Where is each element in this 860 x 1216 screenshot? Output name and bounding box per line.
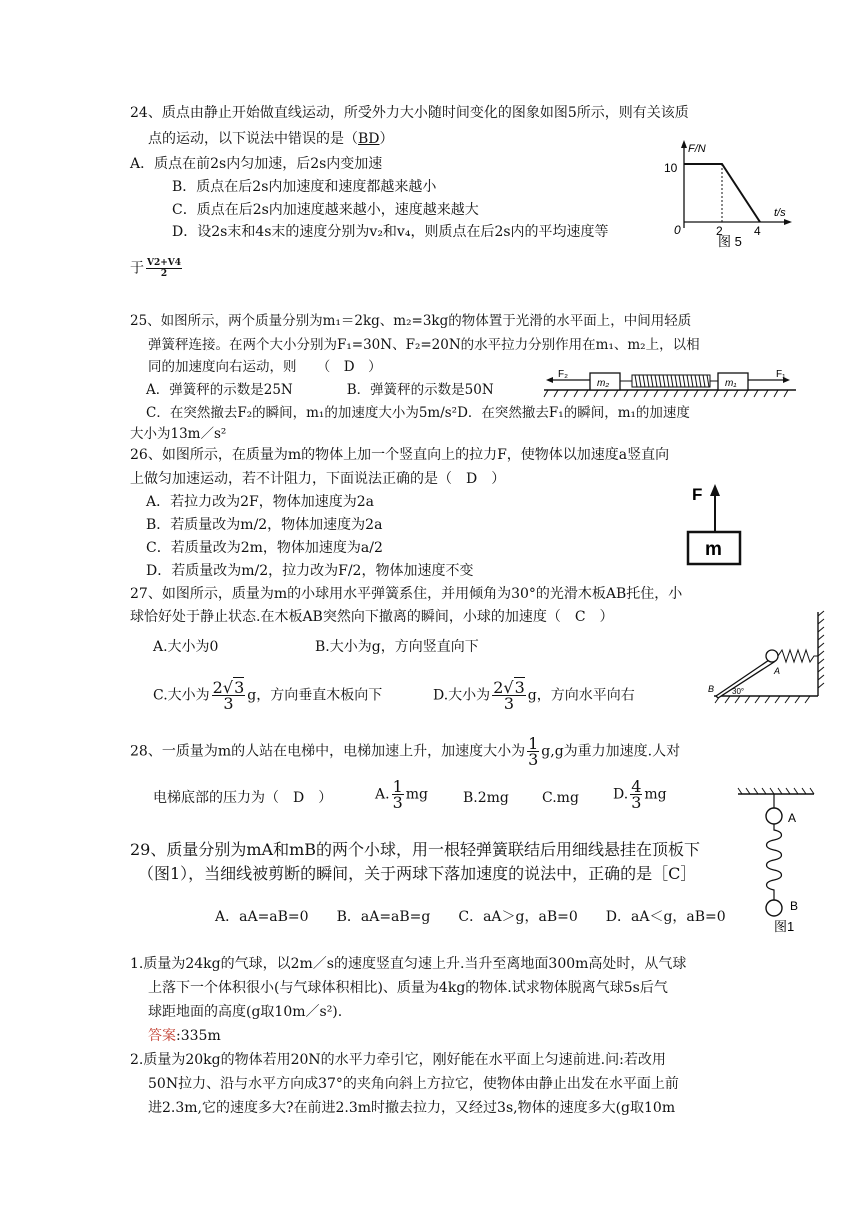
q27-figure [700,610,830,710]
q24-stem-part3: ） [379,131,394,147]
p1-answer [148,1027,221,1045]
q27-d-root: 3 [514,678,525,697]
q27-option-c-prefix: C.大小为 [153,687,210,704]
p1-answer-value: :335m [176,1028,221,1044]
xlabel: t/s [774,207,786,219]
q28-d-fraction [630,779,642,810]
board-ab [716,658,774,698]
q28-a-fraction [392,779,404,810]
q27-c-coef: 2 [212,678,223,697]
q24-stem-line1: 24、质点由静止开始做直线运动，所受外力大小随时间变化的图象如图5所示，则有关该质 [130,105,689,121]
q28-option-c: C.mg [542,790,579,806]
q27-d-coef: 2 [493,678,504,697]
q29-options: A．aA=aB=0 B．aA=aB=g C．aA＞g，aB=0 D．aA＜g，aB=0 [215,909,726,925]
q28-a-suffix: mg [405,786,428,803]
q28-option-b: B.2mg [463,790,509,806]
angle-label: 30° [732,687,745,696]
q27-c-root: 3 [234,678,245,697]
q28-stem-fraction [527,736,539,767]
y-tick-10: 10 [664,161,678,175]
q27-option-c-fraction: $\frac{2√3}{3}$ [212,678,245,713]
q24-option-a: A．质点在前2s内匀加速，后2s内变加速 [130,156,383,172]
p1-line1: 1.质量为24kg的气球，以2m／s的速度竖直匀速上升.当升至离地面300m高处时，从气球 [130,956,687,972]
figure-caption: 图 5 [718,234,742,248]
force-arrowhead [710,484,720,496]
q27-option-d-prefix: D.大小为 [433,687,491,704]
q24-stem-part1: 点的运动， [148,131,218,147]
f2-arrowhead [546,377,553,383]
q24-answer: BD [358,131,380,147]
q27-option-d-fraction: $\frac{2√3}{3}$ [493,678,525,713]
q28-stem-den: 3 [528,750,539,769]
floor-hatch [544,390,788,397]
m1-label: m₁ [725,378,737,389]
q26-option-c: C．若质量改为2m，物体加速度为a/2 [146,540,383,556]
q27-d-den: 3 [503,694,515,713]
q27-option-d [433,680,635,711]
q28-stem-suffix: g,g为重力加速度.人对 [541,743,681,760]
wall-hatch [818,611,824,688]
q28-option-d [613,779,667,810]
q27-option-b: B.大小为g，方向竖直向下 [315,639,479,655]
p1-answer-label: 答案 [148,1028,176,1044]
q27-option-d-suffix: g，方向水平向右 [527,687,635,704]
q27-option-a: A.大小为0 [153,639,219,655]
x-tick-2: 2 [716,224,723,238]
q24-avg-fraction [146,258,182,279]
q24-option-c: C．质点在后2s内加速度越来越小，速度越来越大 [172,202,479,218]
q24-stem-line2 [148,130,394,148]
q28-a-den: 3 [392,793,403,812]
q24-avg-numerator: V2+V4 [147,258,182,268]
q28-a-num: 1 [392,777,403,796]
origin-label: 0 [674,223,681,237]
label-a: A [788,811,797,825]
q25-figure [540,366,802,400]
q28-line2: 电梯底部的压力为（ D ） [153,790,333,806]
q24-option-d: D．设2s末和4s末的速度分别为v₂和v₄，则质点在后2s内的平均速度等 [172,224,609,240]
ball [766,650,778,662]
q25-stem-line3: 同的加速度向右运动，则 （ D ） [148,359,382,375]
q28-d-prefix: D. [613,786,629,803]
label-b: B [708,684,715,694]
p1-line3: 球距地面的高度(g取10m／s²). [148,1004,343,1020]
q27-stem-line1: 27、如图所示，质量为m的小球用水平弹簧系住，并用倾角为30°的光滑木板AB托住，小 [130,586,683,602]
q28-a-prefix: A. [375,786,390,803]
q29-stem-line1: 29、质量分别为mA和mB的两个小球，用一根轻弹簧联结后用细线悬挂在顶板下 [130,840,701,859]
q28-option-a [375,779,428,810]
q24-option-b: B．质点在后2s内加速度和速度都越来越小 [172,179,437,195]
q28-stem-num: 1 [528,734,539,753]
x-tick-4: 4 [754,224,761,238]
label-b: B [790,899,799,913]
q26-option-a: A．若拉力改为2F，物体加速度为2a [146,494,374,510]
q24-stem-part2: 以下说法中错误的是（ [218,131,358,147]
p2-line3: 进2.3m,它的速度多大?在前进2.3m时撤去拉力，又经过3s,物体的速度多大(g取10m [148,1100,676,1116]
q29-figure [734,786,824,936]
label-a: A [774,666,781,676]
block-m-label: m [705,539,722,560]
q28-stem [130,736,680,767]
q24-tail-text: 于 [130,260,144,277]
q26-stem-line2: 上做匀加速运动，若不计阻力，下面说法正确的是（ D ） [130,471,506,487]
q26-option-d: D．若质量改为m/2，拉力改为F/2，物体加速度不变 [146,563,474,579]
vertical-spring [767,824,782,900]
q29-stem-line2: （图1），当细线被剪断的瞬间，关于两球下落加速度的说法中，正确的是［C］ [138,864,697,883]
f1-label: F₁ [776,369,786,380]
q28-d-suffix: mg [644,786,667,803]
p1-line2: 上落下一个体积很小(与气球体积相比)、质量为4kg的物体.试求物体脱离气球5s后气 [148,980,668,996]
q27-c-den: 3 [223,694,234,713]
q27-option-c [153,680,382,711]
q26-option-b: B．若质量改为m/2，物体加速度为2a [146,517,383,533]
floor-hatch [715,696,810,703]
q24-figure-5 [656,138,796,248]
ball-a [766,808,782,824]
q25-stem-line2: 弹簧秤连接。在两个大小分别为F₁=30N、F₂=20N的水平拉力分别作用在m₁、m₂上，以相 [148,337,700,353]
p2-line1: 2.质量为20kg的物体若用20N的水平力牵引它，刚好能在水平面上匀速前进.问:若改用 [130,1052,666,1068]
q24-avg-denominator: 2 [160,269,168,279]
horizontal-spring [778,650,818,662]
f-axis-arrow [681,140,687,148]
q27-option-c-suffix: g，方向垂直木板向下 [247,687,383,704]
q26-figure [680,480,750,570]
q24-tail [130,258,184,279]
f2-label: F₂ [558,369,568,380]
q28-d-num: 4 [631,777,642,796]
q26-stem-line1: 26、如图所示，在质量为m的物体上加一个竖直向上的拉力F，使物体以加速度a竖直向 [130,447,670,463]
ylabel: F/N [688,143,706,155]
force-label: F [692,485,703,504]
m2-label: m₂ [597,378,610,389]
q27-stem-line2: 球恰好处于静止状态.在木板AB突然向下撤离的瞬间，小球的加速度（ C ） [130,609,614,625]
q28-stem-prefix: 28、一质量为m的人站在电梯中，电梯加速上升，加速度大小为 [130,743,526,760]
t-axis-arrow [784,219,792,225]
q28-d-den: 3 [631,793,642,812]
q25-tail: 大小为13m／s² [130,426,227,442]
q25-stem-line1: 25、如图所示，两个质量分别为m₁＝2kg、m₂=3kg的物体置于光滑的水平面上，中间用轻质 [130,313,692,329]
figure-caption: 图1 [774,919,795,934]
q25-options-cd: C．在突然撤去F₂的瞬间，m₁的加速度大小为5m/s²D．在突然撤去F₁的瞬间，m₁的加速度 [146,405,690,421]
p2-line2: 50N拉力、沿与水平方向成37°的夹角向斜上方拉它，使物体由静止出发在水平面上前 [148,1076,679,1092]
ceiling-hatch [738,788,814,794]
q25-options-ab: A．弹簧秤的示数是25N B．弹簧秤的示数是50N [146,382,494,398]
ball-b [766,900,782,916]
